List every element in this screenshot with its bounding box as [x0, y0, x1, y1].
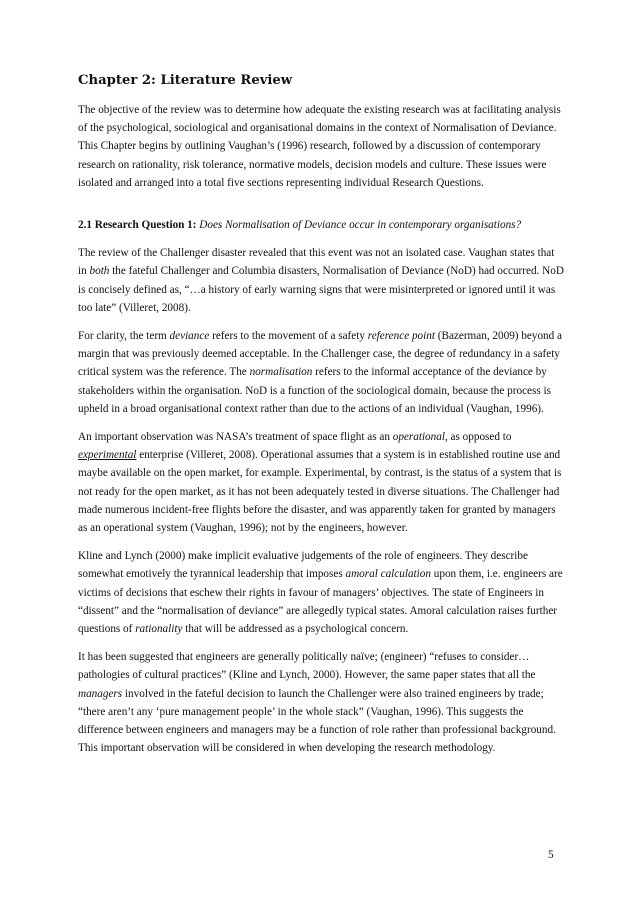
chapter-title: Chapter 2: Literature Review — [78, 73, 293, 88]
paragraph-3-c: enterprise (Villeret, 2008). Operational assumes that a system is in established routine use and maybe available on the open market, for example. Experimental, by contrast, is the status of a system that is not ready for the open market, as it has not been adequately tested in diverse situations. The Challenger had made numerous incident-free flights before the disaster, and was apparently taken for granted by managers as an operational system (Vaughan, 1996); not by the engineers, however. — [78, 449, 562, 535]
page-number: 5 — [548, 849, 554, 861]
section-heading — [78, 216, 564, 234]
section-number-label: 2.1 Research Question 1: — [78, 219, 197, 232]
emphasis-normalisation: normalisation — [249, 366, 313, 379]
emphasis-deviance: deviance — [169, 330, 210, 343]
emphasis-rationality: rationality — [135, 623, 183, 636]
paragraph-3 — [78, 428, 564, 537]
emphasis-operational: operational — [392, 431, 445, 444]
paragraph-2-b: refers to the movement of a safety — [209, 330, 368, 343]
emphasis-reference-point: reference point — [367, 330, 435, 343]
emphasis-both: both — [89, 265, 110, 278]
emphasis-amoral-calculation: amoral calculation — [345, 568, 431, 581]
paragraph-1b-post: the fateful Challenger and Columbia disasters, Normalisation of Deviance (NoD) had occurred. NoD is concisely defined as, “…a history of early warning signs that were misinterpreted or ignored until it was too late” (Villeret, 2008). — [78, 265, 564, 314]
section-question: Does Normalisation of Deviance occur in contemporary organisations? — [199, 219, 522, 232]
paragraph-2-a: For clarity, the term — [78, 330, 170, 343]
paragraph-1 — [78, 244, 564, 317]
paragraph-4-b: upon them, i.e. engineers are victims of decisions that eschew their rights in favour of managers’ objectives. The state of Engineers in “dissent” and the “normalisation of deviance” are allegedly typical states. Amoral calculation raises further questions of — [78, 568, 563, 636]
paragraph-3-a: An important observation was NASA’s treatment of space flight as an — [78, 431, 393, 444]
emphasis-managers: managers — [78, 687, 123, 700]
paragraph-2 — [78, 327, 564, 418]
paragraph-1b-pre: Vaughan states that in — [78, 247, 555, 278]
intro-paragraph: The objective of the review was to determine how adequate the existing research was at facilitating analysis of the psychological, sociological and organisational domains in the context of Normalisation of Deviance. This Chapter begins by outlining Vaughan’s (1996) research, followed by a discussion of contemporary research on rationality, risk tolerance, normative models, decision models and culture. These issues were isolated and arranged into a total five sections representing individual Research Questions. — [78, 104, 561, 189]
paragraph-4-a: Kline and Lynch (2000) make implicit evaluative judgements of the role of engineers. They describe somewhat emotively the tyrannical leadership that imposes — [78, 550, 528, 581]
paragraph-2-c: (Bazerman, 2009) beyond a margin that was previously deemed acceptable. In the Challenger case, the degree of redundancy in a safety critical system was the reference. The — [78, 330, 563, 379]
emphasis-experimental: experimental — [78, 449, 137, 462]
paragraph-5-a: It has been suggested that engineers are generally politically naïve; (engineer) “refuses to consider…pathologies of cultural practices” (Kline and Lynch, 2000). However, the same paper states that all the — [78, 651, 536, 682]
paragraph-2-d: refers to the informal acceptance of the deviance by stakeholders within the organisation. NoD is a function of the sociological domain, because the process is upheld in a broad organisational context rather than due to the actions of an individual (Vaughan, 1996). — [78, 366, 551, 415]
paragraph-4 — [78, 547, 564, 638]
paragraph-5-b: involved in the fateful decision to launch the Challenger were also trained engineers by trade; “there aren’t any ‘pure management people’ in the whole stack” (Vaughan, 1996). This suggests the difference between engineers and managers may be a function of role rather than professional background. This important observation will be considered in when developing the research methodology. — [78, 687, 556, 755]
paragraph-1-text: The review of the Challenger disaster revealed that this event was not an isolated case. — [78, 247, 466, 260]
paragraph-4-c: that will be addressed as a psychological concern. — [182, 623, 409, 636]
paragraph-5 — [78, 648, 564, 757]
paragraph-3-b: , as opposed to — [444, 431, 512, 444]
document-page — [78, 72, 564, 768]
